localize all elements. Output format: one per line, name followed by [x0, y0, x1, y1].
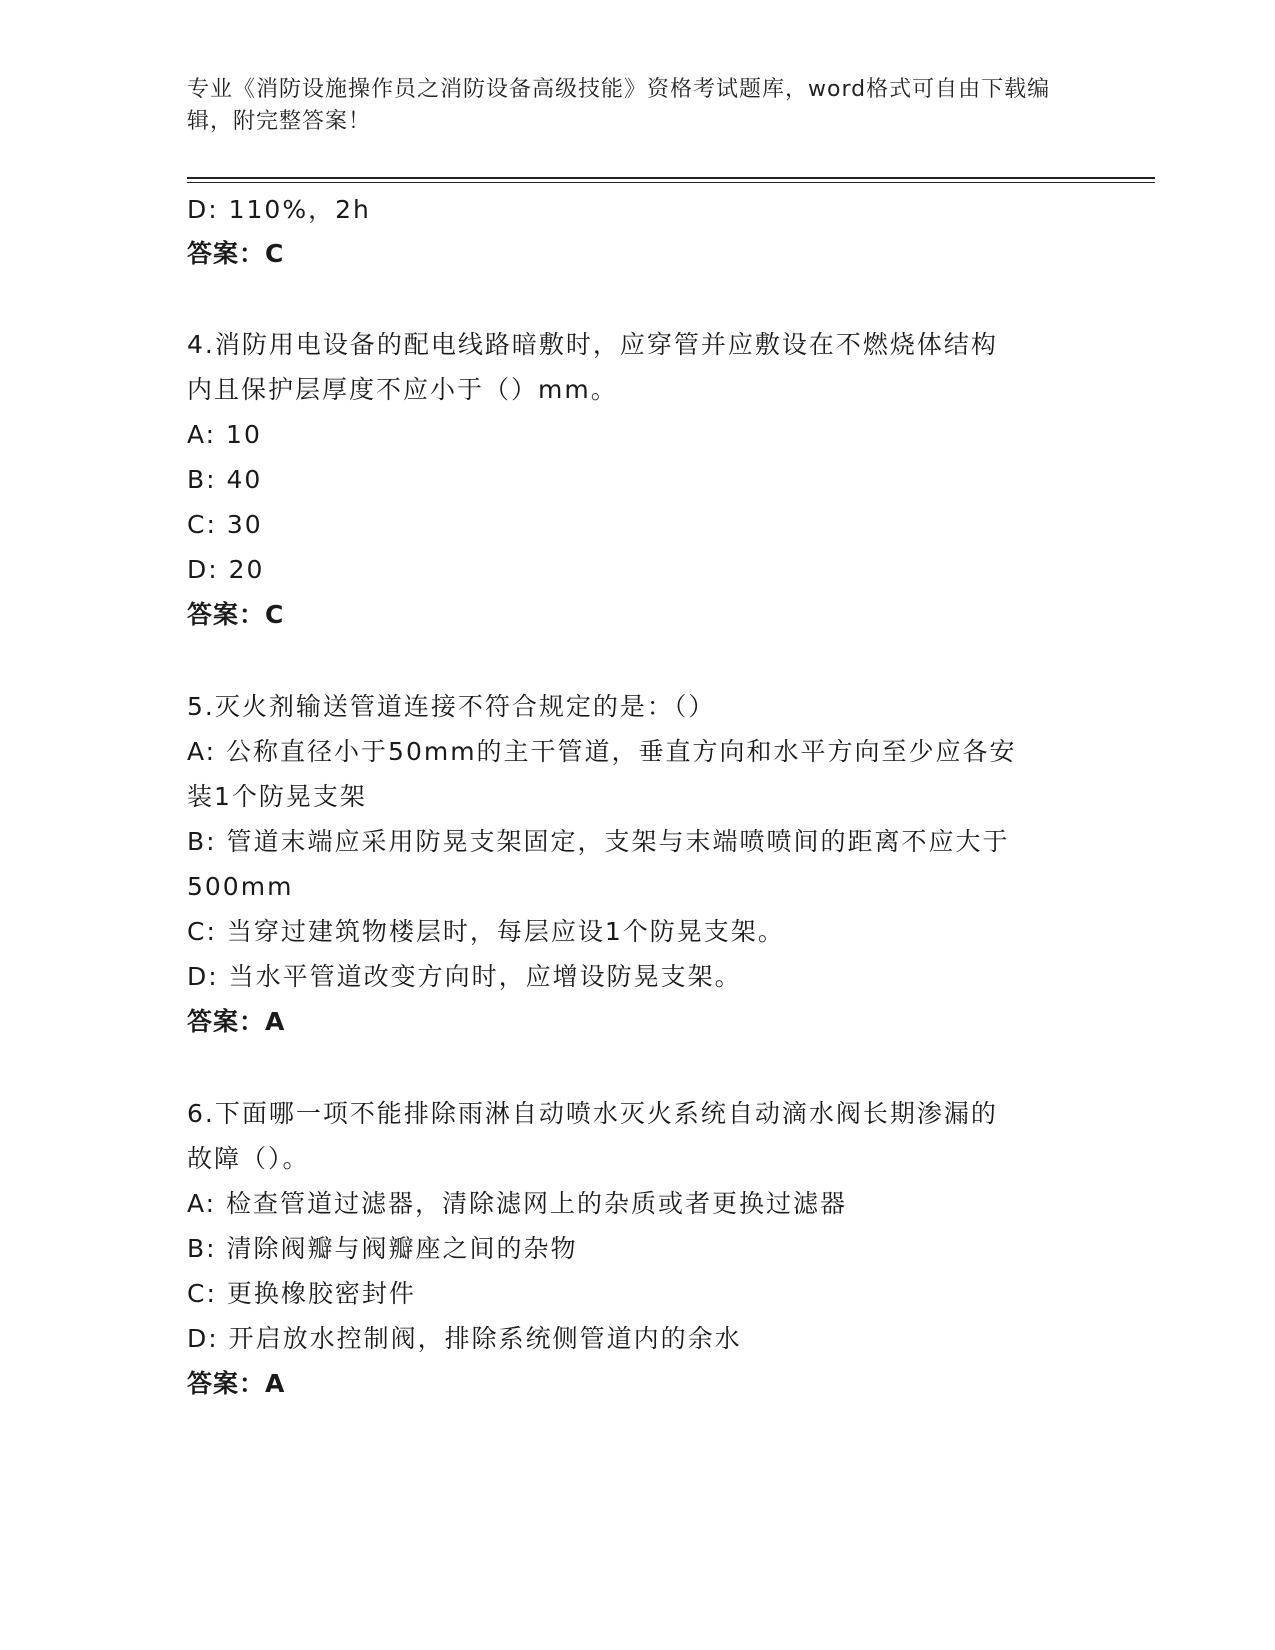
q4-option-d: D: 20: [187, 555, 265, 584]
q4-answer: 答案：C: [187, 600, 285, 629]
q4-option-b: B: 40: [187, 465, 263, 494]
header-rule-thick: [187, 177, 1155, 179]
q4-option-c: C: 30: [187, 510, 263, 539]
q5-stem: 5.灭火剂输送管道连接不符合规定的是：（）: [187, 692, 716, 721]
q5-option-a-line2: 装1个防晃支架: [187, 782, 367, 811]
q5-answer: 答案：A: [187, 1007, 286, 1036]
prev-answer: 答案：C: [187, 239, 285, 268]
q4-stem-line2: 内且保护层厚度不应小于（）mm。: [187, 375, 618, 404]
header-rule-thin: [187, 182, 1155, 183]
q6-option-b: B: 清除阀瓣与阀瓣座之间的杂物: [187, 1234, 578, 1263]
q6-option-c: C: 更换橡胶密封件: [187, 1279, 416, 1308]
q5-option-b-line1: B: 管道末端应采用防晃支架固定，支架与末端喷喷间的距离不应大于: [187, 827, 1010, 856]
q6-option-a: A: 检查管道过滤器，清除滤网上的杂质或者更换过滤器: [187, 1189, 848, 1218]
q6-answer: 答案：A: [187, 1369, 286, 1398]
q5-option-c: C: 当穿过建筑物楼层时，每层应设1个防晃支架。: [187, 917, 785, 946]
q5-option-d: D: 当水平管道改变方向时，应增设防晃支架。: [187, 962, 742, 991]
q5-option-b-line2: 500mm: [187, 872, 294, 901]
document-header: 专业《消防设施操作员之消防设备高级技能》资格考试题库，word格式可自由下载编辑，附完整答案！: [187, 77, 1051, 134]
q6-option-d: D: 开启放水控制阀，排除系统侧管道内的余水: [187, 1324, 742, 1353]
q5-option-a-line1: A: 公称直径小于50mm的主干管道，垂直方向和水平方向至少应各安: [187, 737, 1017, 766]
q6-stem-line2: 故障（）。: [187, 1144, 310, 1173]
prev-option-d: D: 110%，2h: [187, 195, 371, 224]
q4-stem-line1: 4.消防用电设备的配电线路暗敷时，应穿管并应敷设在不燃烧体结构: [187, 330, 998, 359]
q6-stem-line1: 6.下面哪一项不能排除雨淋自动喷水灭火系统自动滴水阀长期渗漏的: [187, 1099, 998, 1128]
q4-option-a: A: 10: [187, 420, 262, 449]
